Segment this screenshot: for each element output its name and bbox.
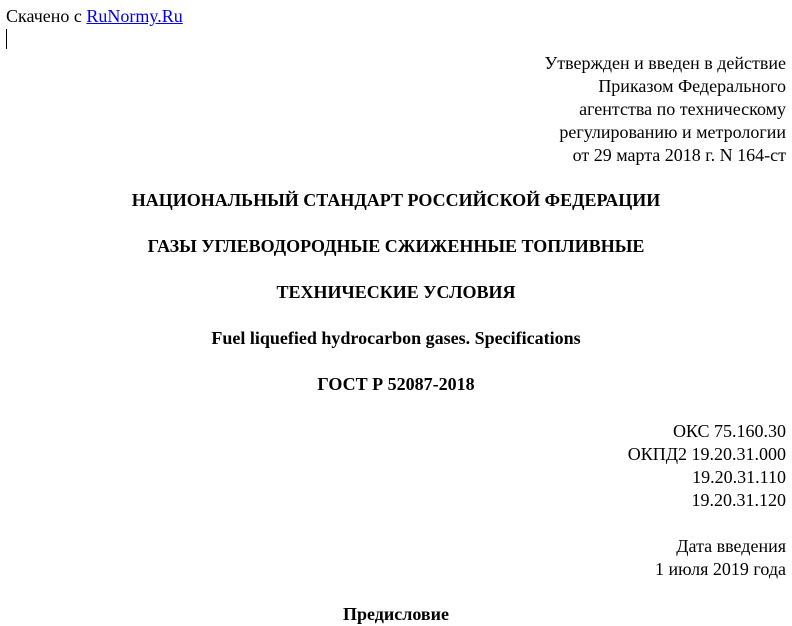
source-prefix: Скачено с bbox=[6, 6, 87, 26]
foreword-heading: Предисловие bbox=[343, 604, 449, 624]
approval-line: агентства по техническому bbox=[579, 99, 786, 119]
classification-line: ОКС 75.160.30 bbox=[672, 421, 786, 441]
english-title: Fuel liquefied hydrocarbon gases. Specifications bbox=[211, 328, 581, 348]
standard-code: ГОСТ Р 52087-2018 bbox=[317, 374, 475, 394]
approval-line: Утвержден и введен в действие bbox=[544, 53, 786, 73]
classification-line: 19.20.31.110 bbox=[692, 467, 786, 487]
introduction-date: 1 июля 2019 года bbox=[655, 559, 786, 579]
classification-line: ОКПД2 19.20.31.000 bbox=[627, 444, 786, 464]
approval-block bbox=[544, 52, 786, 167]
introduction-date-block bbox=[655, 535, 786, 581]
approval-line: регулированию и метрологии bbox=[559, 122, 786, 142]
introduction-label: Дата введения bbox=[676, 536, 786, 556]
national-standard-heading: НАЦИОНАЛЬНЫЙ СТАНДАРТ РОССИЙСКОЙ ФЕДЕРАЦИИ bbox=[131, 190, 661, 210]
source-line bbox=[6, 5, 183, 28]
text-cursor bbox=[6, 29, 7, 49]
document-title: ГАЗЫ УГЛЕВОДОРОДНЫЕ СЖИЖЕННЫЕ ТОПЛИВНЫЕ bbox=[147, 236, 645, 256]
classification-codes bbox=[628, 420, 786, 512]
source-link[interactable]: RuNormy.Ru bbox=[86, 6, 183, 26]
classification-line: 19.20.31.120 bbox=[691, 490, 786, 510]
document-subtitle: ТЕХНИЧЕСКИЕ УСЛОВИЯ bbox=[276, 282, 516, 302]
approval-line: Приказом Федерального bbox=[598, 76, 786, 96]
approval-line: от 29 марта 2018 г. N 164-ст bbox=[572, 145, 786, 165]
